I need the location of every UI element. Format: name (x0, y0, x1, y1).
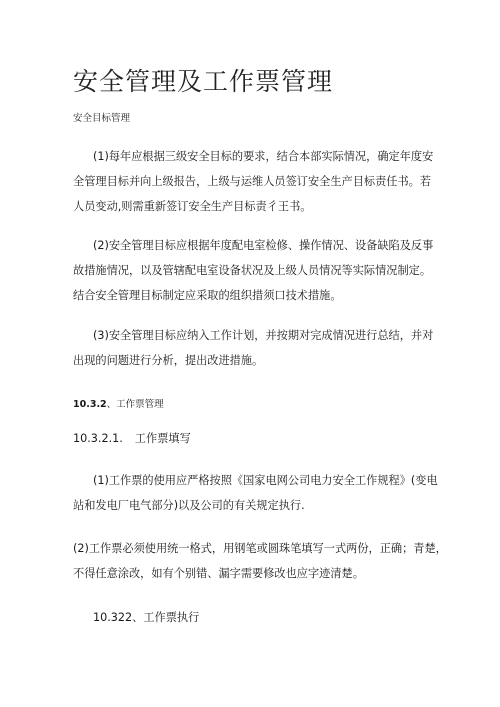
subsection-heading-2: 10.322、工作票执行 (93, 611, 200, 624)
paragraph-5-line-2: 不得任意涂改，如有个别错、漏字需要修改也应字迹清楚。 (73, 567, 364, 580)
document-title: 安全管理及工作票管理 (73, 67, 334, 96)
paragraph-1-line-2: 全管理目标并向上级报告，上级与运维人员签订安全生产目标责任书。若 (73, 175, 432, 188)
paragraph-3-line-2: 出现的问题进行分析，提出改进措施。 (73, 354, 264, 367)
paragraph-2-line-3: 结合安全管理目标制定应采取的组织措须口技术措施。 (73, 289, 342, 302)
subsection-1-number: 10.3.2.1. (73, 432, 123, 445)
paragraph-4-line-1: (1)工作票的使用应严格按照《国家电网公司电力安全工作规程》(变电 (93, 474, 438, 487)
subheading: 安全目标管理 (73, 113, 131, 124)
section-number: 10.3.2 (73, 399, 107, 410)
paragraph-3 (73, 323, 439, 373)
paragraph-4 (73, 468, 439, 518)
paragraph-1-line-1: (1)每年应根据三级安全目标的要求，结合本部实际情况，确定年度安 (93, 150, 434, 163)
paragraph-1 (73, 144, 439, 219)
paragraph-5 (73, 536, 447, 586)
subsection-1-label: 工作票填写 (134, 432, 191, 445)
subsection-heading-1 (73, 430, 191, 446)
paragraph-1-line-3: 人员变动,则需重新签订安全生产目标责彳王书。 (73, 200, 312, 213)
paragraph-4-line-2: 站和发电厂电气部分)以及公司的有关规定执行. (73, 499, 305, 512)
paragraph-2-line-2: 故措施情况，以及管辖配电室设备状况及上级人员情况等实际情况制定。 (73, 264, 432, 277)
paragraph-5-line-1: (2)工作票必须使用统一格式，用钢笔或圆珠笔填写一式两份，正确；青楚， (73, 542, 447, 555)
section-heading (73, 396, 164, 410)
paragraph-3-line-1: (3)安全管理目标应纳入工作计划，并按期对完成情况进行总结，并对 (93, 329, 434, 342)
paragraph-2 (73, 233, 439, 308)
section-label: 、工作票管理 (106, 399, 164, 410)
paragraph-2-line-1: (2)安全管理目标应根据年度配电室检修、操作情况、设备缺陷及反事 (93, 239, 434, 252)
